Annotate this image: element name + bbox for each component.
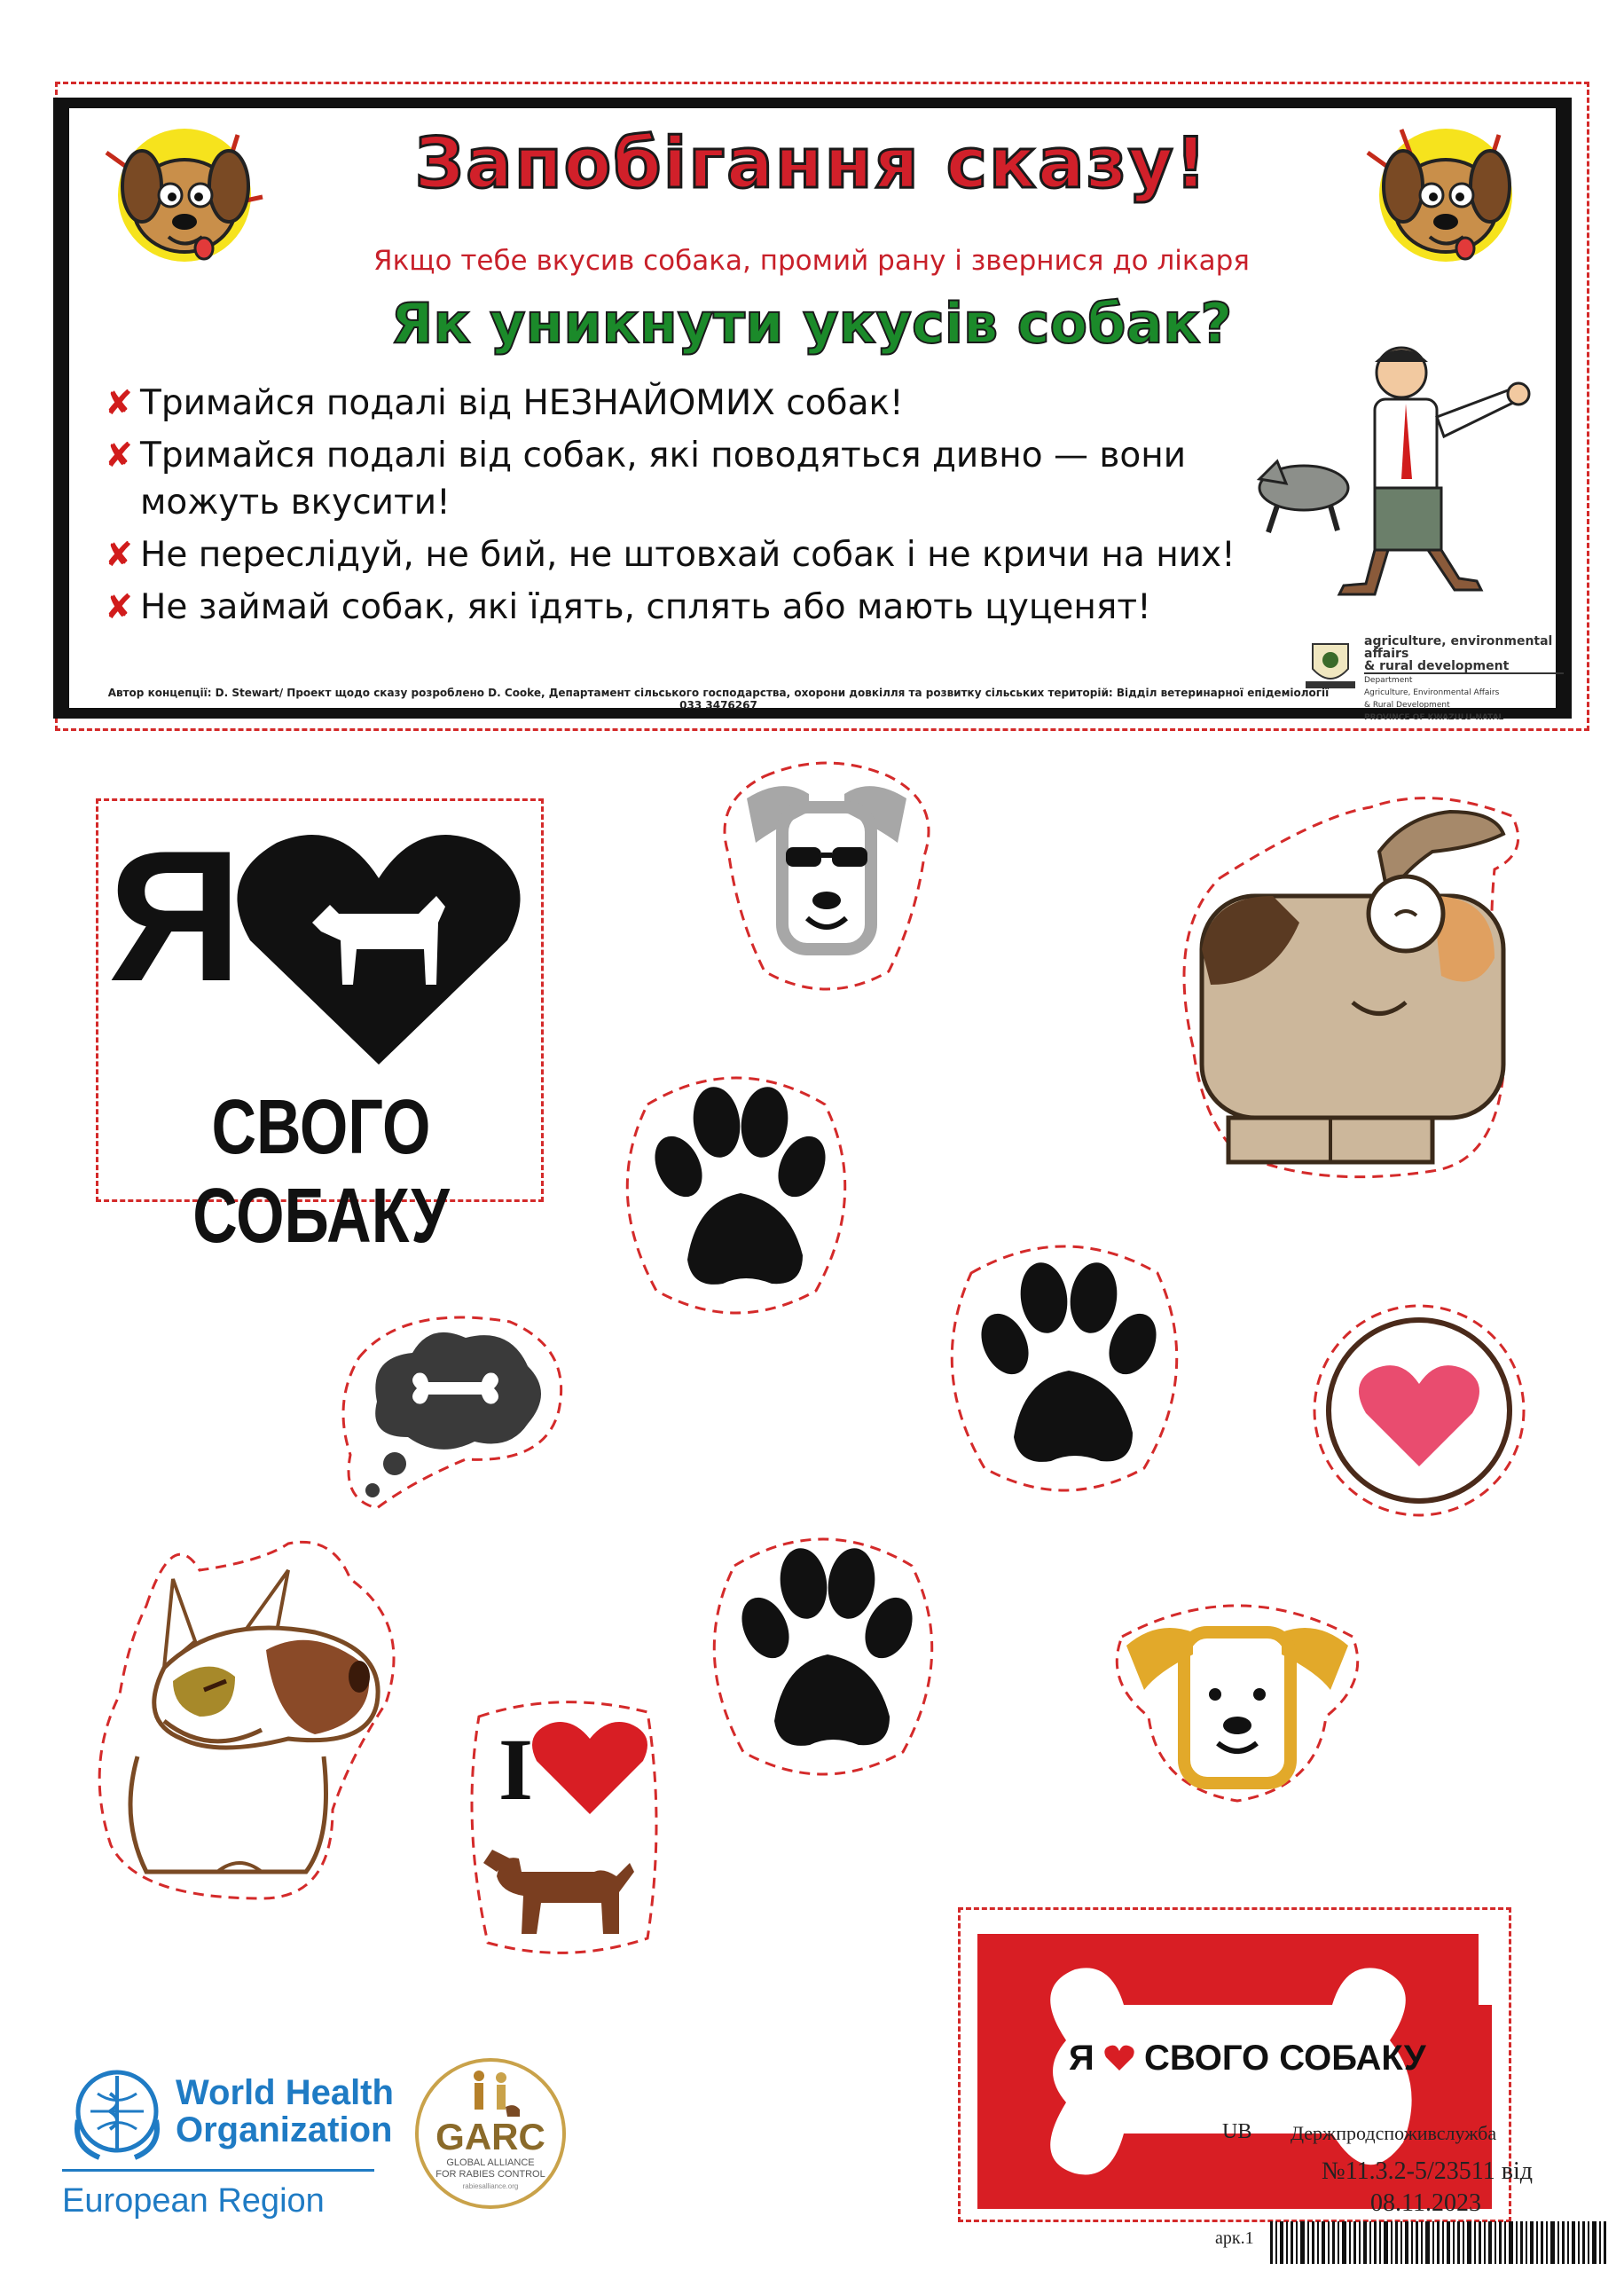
barcode [1270, 2221, 1607, 2264]
i-love-dog-sticker [461, 1690, 665, 1965]
i-letter: I [498, 1720, 533, 1819]
paw-print-sticker [699, 1513, 947, 1788]
department-label: agriculture, environmental affairs & rural development Department Agriculture, Environmental Affairs & Rural Development PROVINCE OF KWAZULU-NATAL [1364, 635, 1564, 724]
love-dog-caption: СВОГО СОБАКУ [192, 1083, 450, 1259]
garc-name: GARC [435, 2116, 545, 2157]
poster-subtitle: Якщо тебе вкусив собака, промий рану і звернися до лікаря [373, 245, 1250, 277]
garc-line2: FOR RABIES CONTROL [435, 2169, 545, 2180]
cross-icon: ✘ [105, 436, 133, 475]
who-name: World Health Organization [176, 2073, 394, 2149]
man-bitten-illustration [1242, 337, 1552, 603]
rule-item: ✘ Тримайся подалі від собак, які поводяться дивно — вони можуть вкусити! [105, 432, 1249, 526]
stamp-number: №11.3.2-5/23511 від [1322, 2157, 1533, 2185]
garc-figures-icon [461, 2067, 523, 2120]
garc-url: rabiesalliance.org [462, 2182, 519, 2190]
heart-dog-icon [232, 825, 525, 1073]
garc-line1: GLOBAL ALLIANCE [446, 2157, 535, 2168]
department-crest-icon [1302, 637, 1359, 692]
poster-credit: Автор концепції: D. Stewart/ Проект щодо сказу розроблено D. Cooke, Департамент сільського господарства, охорони довкілля та розвитку сільських територій: Відділ ветеринарної епідеміології 033 3476267 [107, 687, 1330, 711]
heart-circle-sticker [1308, 1302, 1530, 1520]
love-dog-letter: Я [108, 812, 242, 1020]
paw-print-sticker [936, 1220, 1193, 1504]
cross-icon: ✘ [105, 383, 133, 422]
rule-item: ✘ Не переслідуй, не бий, не штовхай собак і не кричи на них! [105, 531, 1249, 578]
cartoon-brown-dog-sticker [1140, 781, 1530, 1189]
bone-letter: Я [1069, 2039, 1094, 2078]
cross-icon: ✘ [105, 587, 133, 626]
bone-caption: СВОГО СОБАКУ [1144, 2039, 1426, 2078]
small-heart-icon [1103, 2044, 1135, 2072]
rules-list [105, 380, 1249, 636]
stamp-agency: Держпродспоживслужба [1291, 2122, 1497, 2144]
cross-icon: ✘ [105, 535, 133, 574]
bone-thought-sticker [333, 1304, 572, 1517]
who-emblem-icon [64, 2058, 170, 2165]
who-region: European Region [62, 2182, 325, 2220]
dog-face-left-icon [96, 117, 273, 268]
who-divider [62, 2169, 374, 2172]
paw-print-sticker [612, 1051, 860, 1326]
dog-face-right-icon [1357, 117, 1534, 268]
poster-question: Як уникнути укусів собак? [390, 291, 1233, 356]
rule-item: ✘ Не займай собак, які їдять, сплять або мають цуценят! [105, 584, 1249, 631]
stamp-date: 08.11.2023 [1370, 2189, 1481, 2217]
bull-terrier-sticker [84, 1526, 412, 1907]
stamp-sheet: арк.1 [1215, 2228, 1254, 2248]
rule-item: ✘ Тримайся подалі від НЕЗНАЙОМИХ собак! [105, 380, 1249, 427]
poster-title: Запобігання сказу! [414, 124, 1209, 204]
stamp-prefix: UB [1222, 2120, 1252, 2143]
sunglasses-dog-sticker [711, 758, 942, 1007]
yellow-dog-sticker [1104, 1583, 1370, 1805]
